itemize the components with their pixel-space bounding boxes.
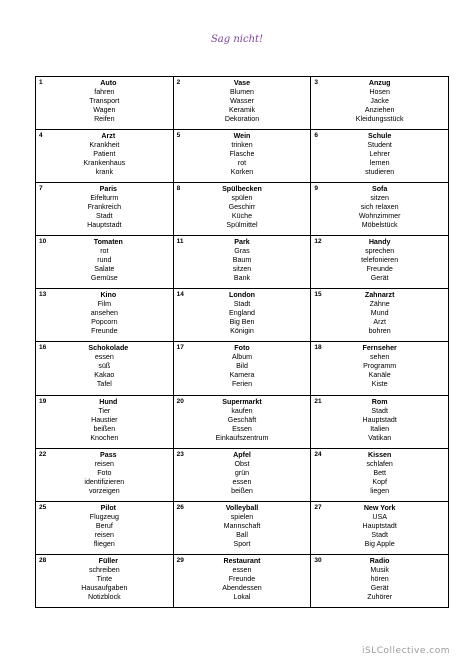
card-forbidden-word: vorzeigen bbox=[88, 486, 120, 495]
card-forbidden-word: bohren bbox=[368, 327, 391, 336]
card-forbidden-word: identifizieren bbox=[84, 477, 125, 486]
card-forbidden-word: Hosen bbox=[369, 88, 390, 96]
card-forbidden-word: Mannschaft bbox=[223, 521, 261, 530]
card-forbidden-word: Spülmittel bbox=[226, 221, 258, 230]
taboo-card bbox=[311, 449, 449, 502]
card-target-word: Foto bbox=[234, 344, 250, 353]
card-forbidden-word: Beruf bbox=[95, 521, 113, 530]
card-target-word: Apfel bbox=[233, 450, 251, 459]
page-title: Sag nicht! bbox=[210, 34, 264, 45]
card-forbidden-word: Student bbox=[367, 141, 392, 150]
card-target-word: New York bbox=[363, 503, 396, 512]
card-forbidden-word: Eifelturm bbox=[90, 194, 119, 203]
card-forbidden-word: Mund bbox=[370, 309, 389, 318]
card-forbidden-word: Transport bbox=[89, 97, 120, 105]
card-forbidden-word: Jacke bbox=[370, 97, 389, 105]
card-forbidden-word: spülen bbox=[231, 194, 253, 203]
card-number: 15 bbox=[314, 291, 322, 299]
taboo-card bbox=[36, 77, 174, 130]
card-forbidden-word: Zuhörer bbox=[367, 592, 393, 601]
card-target-word: Wein bbox=[233, 132, 251, 141]
card-forbidden-word: hören bbox=[370, 574, 389, 583]
card-forbidden-word: Hausaufgaben bbox=[81, 583, 128, 592]
card-forbidden-word: Gerät bbox=[370, 583, 389, 592]
card-target-word: Füller bbox=[98, 556, 118, 565]
taboo-card bbox=[36, 342, 174, 395]
card-target-word: Rom bbox=[371, 397, 388, 406]
card-word-list bbox=[174, 79, 311, 124]
card-forbidden-word: liegen bbox=[370, 486, 390, 495]
card-forbidden-word: Kopf bbox=[372, 477, 387, 486]
card-word-list bbox=[174, 132, 311, 177]
card-forbidden-word: süß bbox=[98, 362, 111, 371]
card-word-list bbox=[311, 504, 448, 549]
card-forbidden-word: fahren bbox=[94, 88, 115, 96]
card-forbidden-word: rot bbox=[100, 247, 109, 256]
card-number: 24 bbox=[314, 450, 322, 458]
taboo-card bbox=[36, 555, 174, 608]
card-number: 10 bbox=[39, 238, 47, 246]
card-target-word: Sofa bbox=[371, 185, 388, 194]
card-number: 2 bbox=[176, 79, 181, 86]
card-forbidden-word: sitzen bbox=[232, 265, 252, 274]
card-forbidden-word: krank bbox=[95, 168, 113, 177]
card-number: 14 bbox=[176, 291, 184, 299]
card-target-word: Anzug bbox=[368, 79, 391, 87]
card-forbidden-word: Haustier bbox=[91, 415, 118, 424]
card-number: 1 bbox=[39, 79, 43, 86]
card-target-word: Kissen bbox=[368, 450, 392, 459]
card-forbidden-word: Popcorn bbox=[91, 318, 118, 327]
taboo-card bbox=[174, 77, 312, 130]
card-number: 19 bbox=[39, 397, 47, 405]
card-number: 25 bbox=[39, 503, 47, 511]
card-forbidden-word: Knochen bbox=[90, 433, 119, 442]
card-word-list bbox=[311, 398, 448, 443]
card-forbidden-word: fliegen bbox=[93, 539, 115, 548]
card-word-list bbox=[174, 291, 311, 336]
card-forbidden-word: Freunde bbox=[228, 574, 256, 583]
card-forbidden-word: Lokal bbox=[233, 592, 251, 601]
card-forbidden-word: Kiste bbox=[371, 380, 388, 389]
card-forbidden-word: Bild bbox=[236, 362, 248, 371]
card-forbidden-word: ansehen bbox=[90, 309, 118, 318]
card-forbidden-word: reisen bbox=[94, 530, 114, 539]
card-forbidden-word: Kamera bbox=[229, 371, 255, 380]
card-forbidden-word: kaufen bbox=[231, 406, 253, 415]
taboo-card bbox=[174, 555, 312, 608]
card-forbidden-word: Lehrer bbox=[369, 150, 390, 159]
card-word-list bbox=[36, 557, 173, 602]
card-forbidden-word: Programm bbox=[363, 362, 397, 371]
card-forbidden-word: Kleidungsstück bbox=[355, 115, 404, 123]
card-number: 6 bbox=[314, 132, 318, 140]
card-forbidden-word: Essen bbox=[232, 424, 252, 433]
footer-watermark: iSLCollective.com bbox=[362, 646, 450, 656]
taboo-card bbox=[311, 183, 449, 236]
card-number: 30 bbox=[314, 556, 322, 564]
card-word-list bbox=[311, 344, 448, 389]
card-forbidden-word: Tier bbox=[98, 406, 111, 415]
card-number: 7 bbox=[39, 185, 43, 193]
card-forbidden-word: Kakao bbox=[94, 371, 115, 380]
taboo-card bbox=[36, 396, 174, 449]
card-word-list bbox=[311, 132, 448, 177]
card-forbidden-word: Gemüse bbox=[90, 274, 118, 283]
card-forbidden-word: Bett bbox=[373, 468, 386, 477]
card-forbidden-word: Geschäft bbox=[227, 415, 257, 424]
card-forbidden-word: Anziehen bbox=[364, 106, 395, 114]
card-forbidden-word: Vatikan bbox=[368, 433, 392, 442]
taboo-card bbox=[174, 236, 312, 289]
card-number: 12 bbox=[314, 238, 322, 246]
card-forbidden-word: rot bbox=[237, 159, 247, 168]
card-forbidden-word: England bbox=[228, 309, 256, 318]
card-forbidden-word: lernen bbox=[369, 159, 390, 168]
taboo-card bbox=[174, 449, 312, 502]
card-forbidden-word: Salate bbox=[94, 265, 115, 274]
card-word-list bbox=[174, 557, 311, 602]
card-forbidden-word: Gerät bbox=[370, 274, 389, 283]
card-word-list bbox=[36, 185, 173, 230]
card-forbidden-word: rund bbox=[97, 256, 112, 265]
card-forbidden-word: Zähne bbox=[369, 300, 390, 309]
card-forbidden-word: Reifen bbox=[94, 115, 115, 123]
card-forbidden-word: spielen bbox=[230, 512, 254, 521]
card-forbidden-word: Film bbox=[97, 300, 112, 309]
taboo-card bbox=[311, 555, 449, 608]
card-forbidden-word: Wohnzimmer bbox=[358, 212, 401, 221]
card-word-list bbox=[174, 238, 311, 283]
card-target-word: Tomaten bbox=[93, 238, 123, 247]
card-forbidden-word: schlafen bbox=[366, 459, 393, 468]
card-number: 3 bbox=[314, 79, 318, 86]
card-word-list bbox=[311, 291, 448, 336]
taboo-card bbox=[174, 289, 312, 342]
card-word-list bbox=[36, 291, 173, 336]
card-number: 20 bbox=[176, 397, 184, 405]
taboo-card bbox=[311, 502, 449, 555]
taboo-card bbox=[311, 130, 449, 183]
card-forbidden-word: Italien bbox=[370, 424, 390, 433]
card-number: 4 bbox=[39, 132, 43, 140]
card-forbidden-word: Ball bbox=[236, 530, 248, 539]
card-word-list bbox=[174, 344, 311, 389]
card-forbidden-word: reisen bbox=[94, 459, 114, 468]
card-forbidden-word: studieren bbox=[365, 168, 395, 177]
card-forbidden-word: Bank bbox=[233, 274, 251, 283]
card-forbidden-word: essen bbox=[232, 565, 252, 574]
card-forbidden-word: Blumen bbox=[229, 88, 255, 96]
card-number: 17 bbox=[176, 344, 184, 352]
taboo-card bbox=[174, 396, 312, 449]
card-forbidden-word: Krankenhaus bbox=[83, 159, 126, 168]
card-forbidden-word: Obst bbox=[234, 459, 250, 468]
card-forbidden-word: sitzen bbox=[370, 194, 389, 203]
taboo-card bbox=[36, 183, 174, 236]
taboo-card bbox=[174, 502, 312, 555]
card-forbidden-word: sich relaxen bbox=[360, 203, 399, 212]
card-forbidden-word: Möbelstück bbox=[361, 221, 398, 230]
card-forbidden-word: Hauptstadt bbox=[87, 221, 122, 230]
card-forbidden-word: sprechen bbox=[365, 247, 395, 256]
card-word-list bbox=[36, 132, 173, 177]
card-forbidden-word: Tinte bbox=[96, 574, 113, 583]
card-forbidden-word: Freunde bbox=[366, 265, 393, 274]
card-target-word: Spülbecken bbox=[222, 185, 262, 194]
card-forbidden-word: Stadt bbox=[233, 300, 251, 309]
card-word-list bbox=[311, 557, 448, 602]
card-number: 18 bbox=[314, 344, 322, 352]
card-forbidden-word: Big Apple bbox=[364, 539, 395, 548]
card-target-word: Volleyball bbox=[225, 503, 259, 512]
card-forbidden-word: Big Ben bbox=[229, 318, 255, 327]
card-number: 21 bbox=[314, 397, 322, 405]
card-number: 5 bbox=[176, 132, 181, 140]
card-forbidden-word: Königin bbox=[230, 327, 254, 336]
card-forbidden-word: Gras bbox=[234, 247, 250, 256]
taboo-card bbox=[311, 396, 449, 449]
card-target-word: Radio bbox=[369, 556, 390, 565]
card-number: 8 bbox=[176, 185, 181, 193]
card-target-word: Zahnarzt bbox=[364, 291, 395, 300]
card-word-list bbox=[174, 185, 311, 230]
card-forbidden-word: Arzt bbox=[373, 318, 386, 327]
taboo-card-grid bbox=[35, 76, 449, 608]
card-forbidden-word: Flugzeug bbox=[89, 512, 119, 521]
card-number: 23 bbox=[176, 450, 184, 458]
card-forbidden-word: Stadt bbox=[371, 406, 388, 415]
card-target-word: Pass bbox=[100, 450, 117, 459]
card-forbidden-word: Keramik bbox=[228, 106, 255, 114]
card-forbidden-word: Hauptstadt bbox=[362, 521, 397, 530]
card-target-word: Park bbox=[234, 238, 250, 247]
card-number: 28 bbox=[39, 556, 47, 564]
card-forbidden-word: grün bbox=[234, 468, 250, 477]
card-forbidden-word: Ferien bbox=[231, 380, 253, 389]
card-word-list bbox=[36, 504, 173, 549]
card-forbidden-word: schreiben bbox=[88, 565, 120, 574]
card-target-word: Hund bbox=[99, 397, 118, 406]
card-forbidden-word: Freunde bbox=[91, 327, 118, 336]
card-word-list bbox=[311, 238, 448, 283]
taboo-card bbox=[36, 289, 174, 342]
card-forbidden-word: Hauptstadt bbox=[362, 415, 397, 424]
card-forbidden-word: Foto bbox=[97, 468, 112, 477]
card-forbidden-word: Tafel bbox=[96, 380, 112, 389]
card-forbidden-word: Korken bbox=[230, 168, 254, 177]
taboo-card bbox=[311, 236, 449, 289]
taboo-card bbox=[311, 77, 449, 130]
card-forbidden-word: sehen bbox=[370, 353, 390, 362]
card-forbidden-word: telefonieren bbox=[361, 256, 399, 265]
card-word-list bbox=[36, 238, 173, 283]
taboo-card bbox=[36, 502, 174, 555]
card-target-word: Pilot bbox=[100, 503, 117, 512]
card-number: 13 bbox=[39, 291, 47, 299]
card-number: 11 bbox=[176, 238, 184, 246]
card-forbidden-word: Dekoration bbox=[224, 115, 260, 123]
card-forbidden-word: Wagen bbox=[93, 106, 116, 114]
card-target-word: Paris bbox=[99, 185, 117, 194]
taboo-card bbox=[174, 342, 312, 395]
card-number: 22 bbox=[39, 450, 47, 458]
card-forbidden-word: Stadt bbox=[96, 212, 113, 221]
card-forbidden-word: USA bbox=[372, 512, 387, 521]
card-forbidden-word: Musik bbox=[370, 565, 389, 574]
card-target-word: Handy bbox=[368, 238, 391, 247]
card-target-word: Schule bbox=[368, 132, 392, 141]
card-word-list bbox=[311, 79, 448, 124]
card-forbidden-word: Geschirr bbox=[228, 203, 256, 212]
card-forbidden-word: Wasser bbox=[230, 97, 254, 105]
card-forbidden-word: Flasche bbox=[229, 150, 255, 159]
card-forbidden-word: Baum bbox=[232, 256, 252, 265]
card-forbidden-word: Frankreich bbox=[87, 203, 122, 212]
card-target-word: Fernseher bbox=[362, 344, 397, 353]
card-word-list bbox=[36, 79, 173, 124]
card-number: 29 bbox=[176, 556, 184, 564]
card-word-list bbox=[174, 451, 311, 496]
card-forbidden-word: Patient bbox=[93, 150, 116, 159]
card-target-word: Schokolade bbox=[88, 344, 129, 353]
taboo-card bbox=[174, 183, 312, 236]
card-target-word: Arzt bbox=[101, 132, 116, 141]
card-forbidden-word: Album bbox=[231, 353, 253, 362]
card-target-word: Vase bbox=[233, 79, 251, 87]
card-forbidden-word: Krankheit bbox=[89, 141, 120, 150]
card-target-word: London bbox=[228, 291, 255, 300]
card-forbidden-word: Abendessen bbox=[222, 583, 262, 592]
card-forbidden-word: Einkaufszentrum bbox=[215, 433, 269, 442]
taboo-card bbox=[311, 289, 449, 342]
taboo-card bbox=[36, 449, 174, 502]
card-target-word: Supermarkt bbox=[222, 397, 262, 406]
card-forbidden-word: Küche bbox=[231, 212, 253, 221]
card-word-list bbox=[36, 344, 173, 389]
card-number: 16 bbox=[39, 344, 47, 352]
taboo-card bbox=[311, 342, 449, 395]
card-target-word: Auto bbox=[100, 79, 117, 87]
card-number: 9 bbox=[314, 185, 318, 193]
card-forbidden-word: trinken bbox=[231, 141, 253, 150]
card-forbidden-word: beißen bbox=[93, 424, 116, 433]
card-forbidden-word: Kanäle bbox=[368, 371, 391, 380]
card-forbidden-word: essen bbox=[232, 477, 252, 486]
card-word-list bbox=[311, 451, 448, 496]
taboo-card bbox=[174, 130, 312, 183]
card-number: 27 bbox=[314, 503, 322, 511]
card-forbidden-word: Sport bbox=[233, 539, 251, 548]
card-forbidden-word: beißen bbox=[231, 486, 253, 495]
card-forbidden-word: Notizblock bbox=[87, 592, 121, 601]
card-target-word: Kino bbox=[100, 291, 117, 300]
card-word-list bbox=[311, 185, 448, 230]
taboo-card bbox=[36, 130, 174, 183]
taboo-card bbox=[36, 236, 174, 289]
card-word-list bbox=[174, 504, 311, 549]
card-word-list bbox=[36, 451, 173, 496]
card-number: 26 bbox=[176, 503, 184, 511]
card-word-list bbox=[36, 398, 173, 443]
card-forbidden-word: essen bbox=[94, 353, 114, 362]
card-word-list bbox=[174, 398, 311, 443]
card-target-word: Restaurant bbox=[223, 556, 261, 565]
card-forbidden-word: Stadt bbox=[371, 530, 388, 539]
